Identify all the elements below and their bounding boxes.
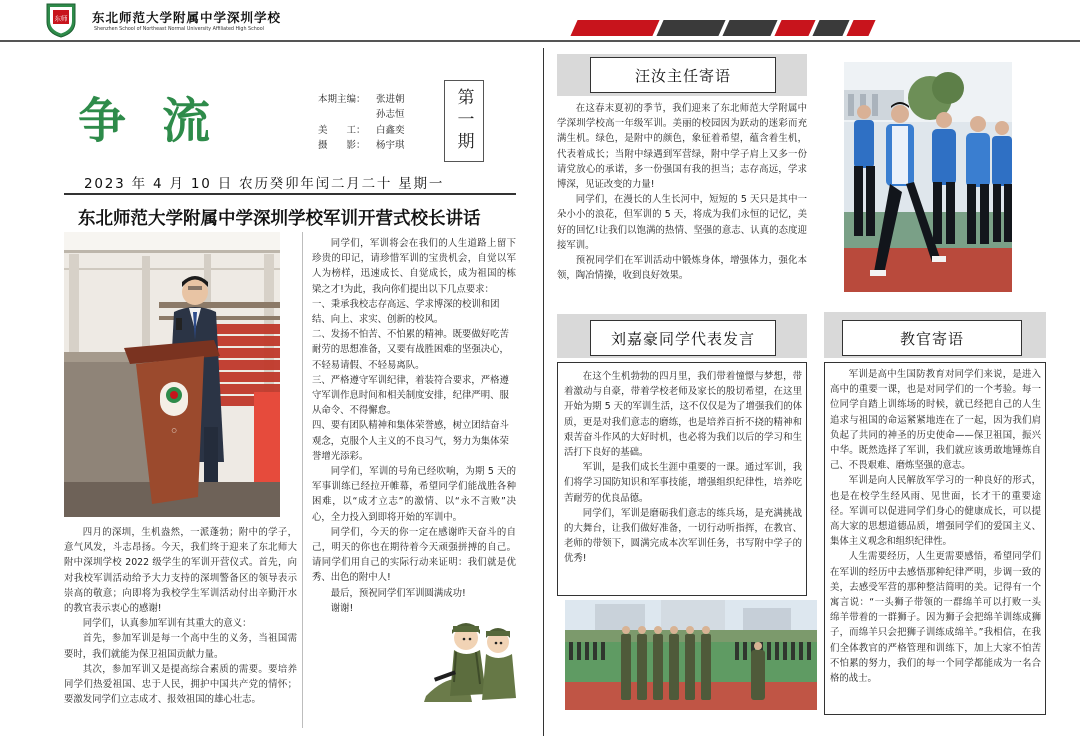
section-student-body [564, 369, 802, 567]
logo-text: 东师 [54, 14, 68, 23]
header-stripe-red-3 [846, 20, 875, 36]
header-stripe-dark-2 [722, 20, 777, 36]
section-title-box [842, 320, 1022, 356]
principal-speech-photo [64, 232, 280, 517]
date-rule [64, 193, 516, 195]
staff-row-editor-2: 孙志恒 [376, 109, 405, 121]
section-paragraph: 同学们，军训是磨砺我们意志的练兵场，是充满挑战的大舞台，让我们做好准备，一切行动听指挥，在教官、老师的带领下，圆满完成本次军训任务，书写附中学子的优秀! [564, 507, 802, 565]
school-name: 东北师范大学附属中学深圳学校 [92, 10, 282, 25]
header-rule [0, 40, 1080, 42]
requirement-item: 三、严格遵守军训纪律，着装符合要求，严格遵守军训作息时间和相关制度安排，纪律严明、服从命令、不得懈怠。 [312, 374, 509, 417]
column-divider [543, 48, 544, 736]
section-title-student: 刘嘉豪同学代表发言 [610, 329, 755, 348]
main-paragraph: 同学们，认真参加军训有其重大的意义： [82, 618, 252, 630]
school-english-name: Shenzhen School of Northeast Normal University Affiliated High School [94, 27, 264, 32]
page-header [0, 0, 1080, 42]
section-title-teacher: 汪汝主任寄语 [634, 66, 731, 85]
main-article-left-body [64, 525, 297, 707]
students-marching-photo [844, 62, 1012, 292]
cartoon-soldiers-illustration [420, 612, 520, 704]
section-paragraph: 在这个生机勃勃的四月里，我们带着憧憬与梦想，带着激动与自豪，带着学校老师及家长的殷切希望，在这里开始为期 5 天的军训生活，这不仅仅是为了增强我们的体质，更是对我们意志的磨练，也是培养百折不挠的精神和艰苦奋斗作风的大好时机，也必将为我们以后的学习和生活打下良好的基础。 [564, 371, 802, 459]
main-paragraph: 同学们，今天的你一定在感谢昨天奋斗的自己，明天的你也在期待着今天顽强拼搏的自己。请同学们用自己的实际行动来证明：我们就是优秀、出色的附中人! [312, 526, 516, 584]
section-instructor-body [830, 367, 1041, 686]
section-title-box [590, 57, 776, 93]
section-title-instructor: 教官寄语 [899, 329, 964, 348]
staff-credits [318, 92, 438, 154]
section-paragraph: 预祝同学们在军训活动中锻炼身体，增强体力，强化本领，陶冶情操，收到良好效果。 [557, 255, 807, 282]
main-paragraph: 最后，预祝同学们军训圆满成功! [330, 587, 466, 599]
main-paragraph: 其次，参加军训又是提高综合素质的需要。要培养同学们热爱祖国、忠于人民，拥护中国共产党的情怀；要激发同学们立志成才、报效祖国的雄心壮志。 [64, 663, 297, 706]
header-stripe-dark-1 [656, 20, 725, 36]
staff-row-editor: 本期主编： 张进朝 [318, 94, 405, 105]
troops-on-field-photo [565, 600, 817, 710]
section-paragraph: 军训是高中生国防教育对同学们来说，是进入高中的重要一课，也是对同学们的一个考验。每一位同学自踏上训练场的时候，就已经把自己的人生追求与祖国的命运紧紧地连在了一起，因为我们肩负起了共同的神圣的历史使命——保卫祖国，振兴中华。既然选择了军训，我们就应该勇敢地锤炼自己、不畏艰难、磨炼坚强的意志。 [830, 369, 1041, 472]
main-paragraph: 首先，参加军训是每一个高中生的义务，当祖国需要时，我们就能为保卫祖国贡献力量。 [64, 633, 297, 660]
main-paragraph: 四月的深圳，生机盎然，一派蓬勃；附中的学子，意气风发，斗志昂扬。今天，我们终于迎来了东北师大附中深圳学校 2022 级学生的军训开营仪式。首先，向对我校军训活动给予大力支持的深圳警备区的领导表示崇高的敬意；向即将为我校学生军训活动付出辛勤汗水的教官表示衷心的感谢! [64, 527, 297, 615]
requirement-item: 四、要有团队精神和集体荣誉感，树立团结奋斗观念，克服个人主义的不良习气，努力为集体荣誉增光添彩。 [312, 420, 509, 462]
issue-number: 第一期 [453, 88, 474, 154]
staff-row-art: 美 工： 白鑫奕 [318, 124, 405, 136]
header-stripe-dark-3 [812, 20, 849, 36]
school-logo [44, 2, 78, 38]
requirement-item: 一、秉承我校志存高远、学求博深的校训和团结、向上、求实、创新的校风。 [312, 298, 500, 326]
requirement-item: 二、发扬不怕苦、不怕累的精神。既要做好吃苦耐劳的思想准备，又要有战胜困难的坚强决心，不轻易请假、不轻易离队。 [312, 329, 509, 371]
section-paragraph: 军训，是我们成长生涯中重要的一课。通过军训，我们将学习国防知识和军事技能，增强组织纪律性，培养吃苦耐劳的优良品德。 [564, 462, 802, 504]
main-article-right-body [312, 236, 516, 616]
section-paragraph: 同学们，在漫长的人生长河中，短短的 5 天只是其中一朵小小的浪花，但军训的 5 天，将成为我们永恒的记忆，美好的回忆!让我们以饱满的热情、坚强的意志、认真的态度迎接军训。 [557, 194, 807, 251]
issue-number-box [444, 80, 484, 162]
header-stripe-red-2 [774, 20, 815, 36]
section-title-box [590, 320, 776, 356]
newspaper-title: 争流 [78, 93, 247, 149]
section-paragraph: 军训是向人民解放军学习的一种良好的形式，也是在校学生经风雨、见世面，长才干的重要途径。军训可以促进同学们身心的健康成长，可以提高大家的思想道德品质，增强同学们的爱国主义、集体主义观念和组织纪律性。 [830, 475, 1041, 548]
column-divider [302, 232, 303, 728]
main-paragraph: 同学们，军训将会在我们的人生道路上留下珍贵的印记，请珍惜军训的宝贵机会，自觉以军人为榜样，迅速成长、自觉成长，成为祖国的栋梁之才!为此，我向你们提出以下几点要求： [312, 238, 516, 295]
main-paragraph: 同学们，军训的号角已经吹响，为期 5 天的军事训练已经拉开帷幕，希望同学们能战胜各种困难，以“成才立志”的激情、以“永不言败”决心，全力投入到即将开始的军训中。 [312, 466, 516, 523]
podium-school-seal: ○ [171, 427, 177, 434]
main-paragraph: 谢谢! [330, 602, 354, 614]
section-paragraph: 人生需要经历，人生更需要感悟，希望同学们在军训的经历中去感悟那种纪律严明，步调一致的美，去感受军营的那种整洁简明的美。记得有一个寓言说：“一头狮子带领的一群绵羊可以打败一头绵羊带着的一群狮子。因为狮子会把绵羊训练成狮子，而绵羊只会把狮子训练成绵羊。”我相信，在我们全体教官的严格管理和训练下，加上大家不怕苦不怕累的努力，我们的每一个同学都能成为一名合格的战士。 [830, 551, 1041, 685]
header-stripe-red-1 [570, 20, 659, 36]
staff-row-photo: 摄 影： 杨宇琪 [318, 140, 405, 152]
section-paragraph: 在这春末夏初的季节，我们迎来了东北师范大学附属中学深圳学校高一年级军训。美丽的校园因为跃动的迷彩而充满生机。绿色，是附中的颜色，象征着希望，蕴含着生机，代表着成长；当附中绿遇到军营绿，附中学子肩上又多一份请党放心的承诺，多一份强国有我的担当；志存高远，学求博深，见证改变的力量! [557, 103, 807, 191]
date-line: 2023 年 4 月 10 日 农历癸卯年闰二月二十 星期一 [84, 176, 445, 192]
main-headline: 东北师范大学附属中学深圳学校军训开营式校长讲话 [78, 209, 481, 229]
section-teacher-body [557, 101, 807, 283]
